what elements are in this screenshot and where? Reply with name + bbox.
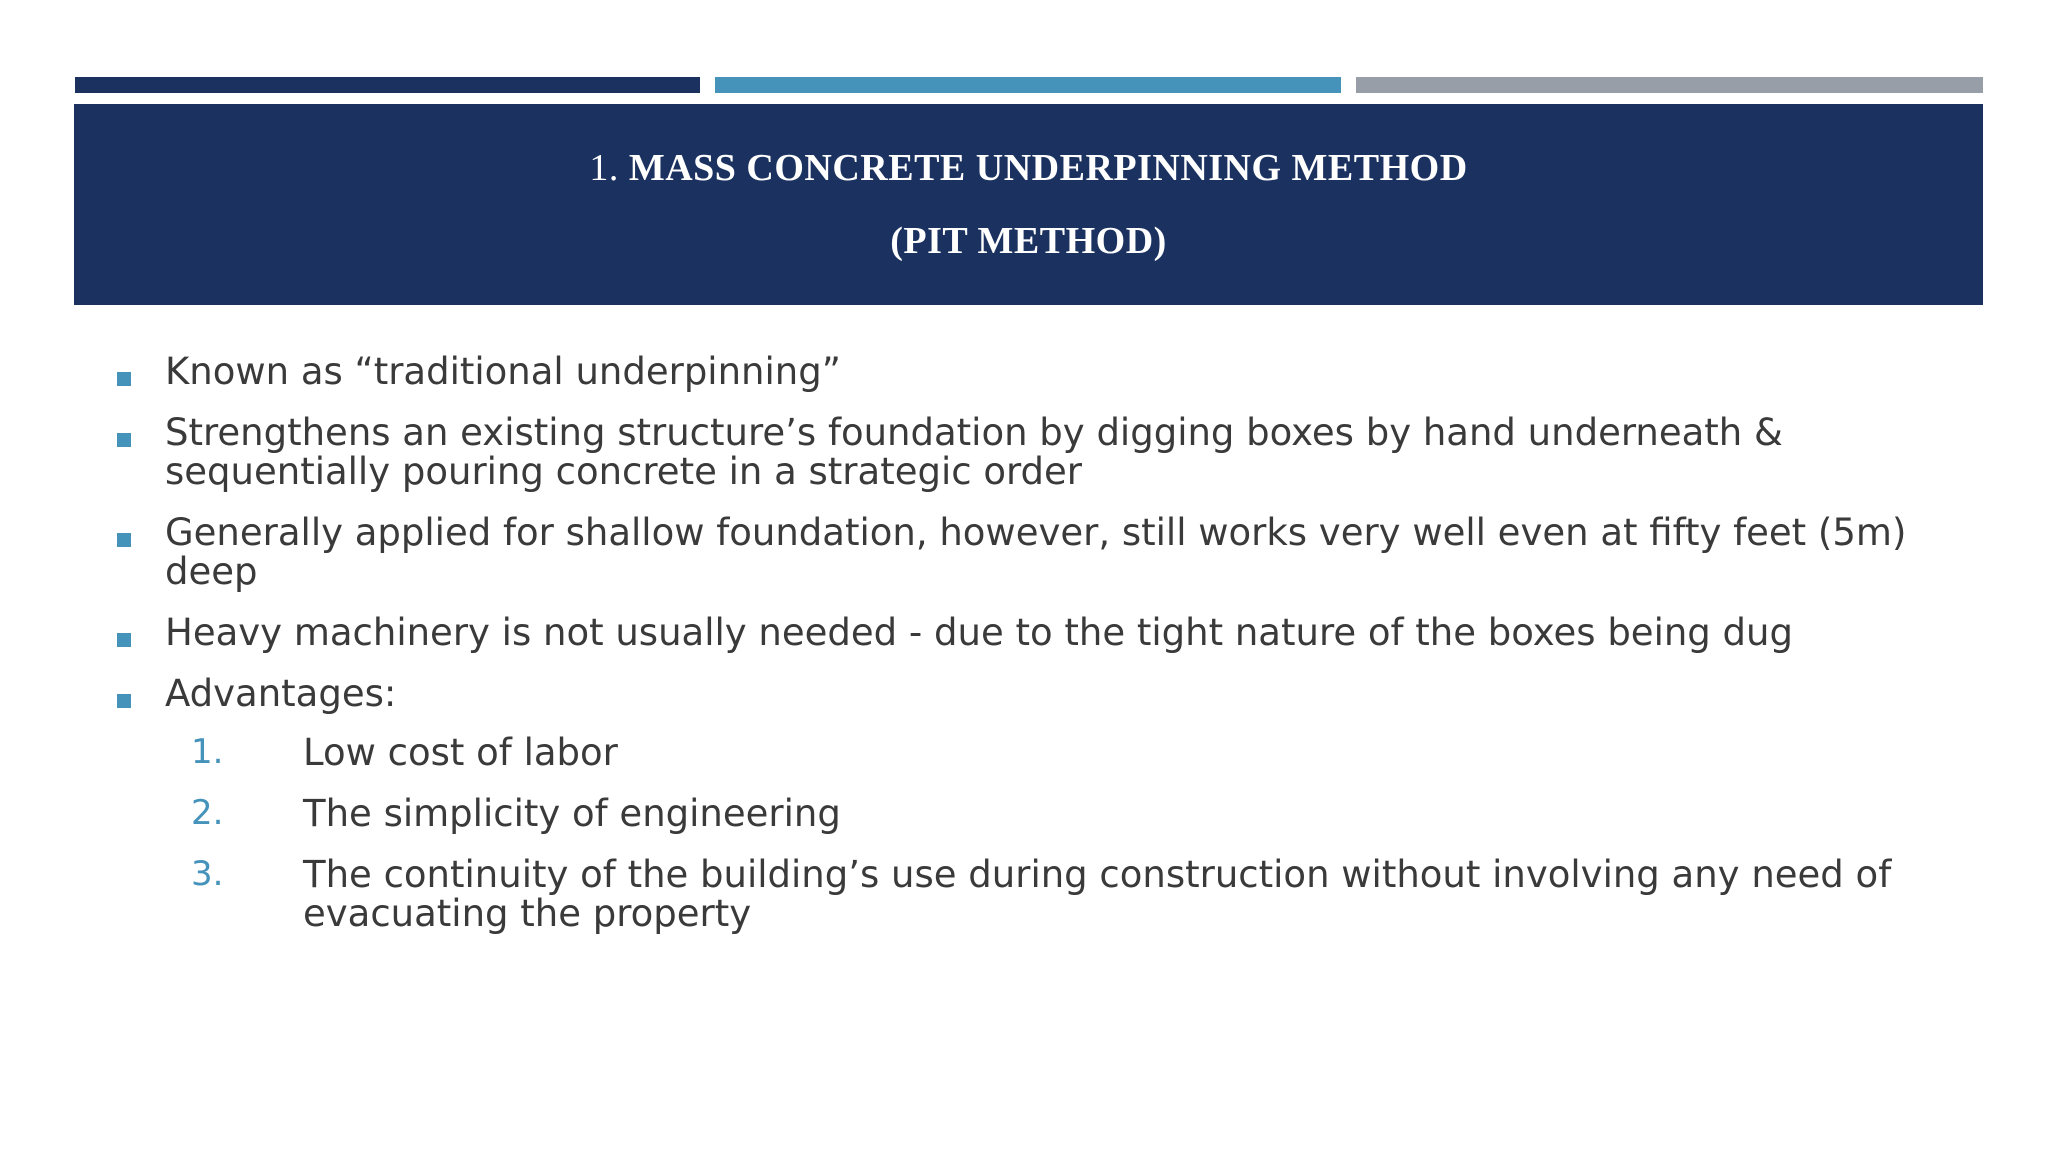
accent-bar-gray <box>1356 77 1983 93</box>
bullet-text: Advantages: <box>165 672 397 715</box>
bullet-text: Strengthens an existing structure’s foundation by digging boxes by hand underneath & sequentially pouring concrete in a strategic order <box>165 411 1783 493</box>
square-bullet-icon <box>117 372 131 386</box>
square-bullet-icon <box>117 633 131 647</box>
advantage-number: 1. <box>191 732 224 772</box>
accent-bar-dark <box>75 77 700 93</box>
bullet-item <box>113 352 1993 391</box>
advantage-number: 2. <box>191 793 224 833</box>
content-body <box>113 352 1993 955</box>
square-bullet-icon <box>117 433 131 447</box>
slide-title <box>589 132 1467 205</box>
advantage-number: 3. <box>191 854 224 894</box>
accent-bar-blue <box>715 77 1341 93</box>
bullet-item-advantages <box>113 674 1993 713</box>
square-bullet-icon <box>117 694 131 708</box>
advantage-item <box>191 855 1993 933</box>
advantage-text: The simplicity of engineering <box>303 792 841 835</box>
title-number: 1. <box>589 146 619 189</box>
bullet-text: Known as “traditional underpinning” <box>165 350 841 393</box>
bullet-list <box>113 352 1993 713</box>
advantages-list <box>191 733 1993 933</box>
title-band <box>74 104 1983 305</box>
slide-subtitle: (PIT METHOD) <box>890 219 1167 262</box>
bullet-item <box>113 513 1993 591</box>
bullet-text: Heavy machinery is not usually needed - due to the tight nature of the boxes being dug <box>165 611 1793 654</box>
square-bullet-icon <box>117 533 131 547</box>
title-main: MASS CONCRETE UNDERPINNING METHOD <box>628 146 1468 189</box>
advantage-item <box>191 733 1993 772</box>
advantage-text: Low cost of labor <box>303 731 618 774</box>
bullet-item <box>113 613 1993 652</box>
bullet-text: Generally applied for shallow foundation, however, still works very well even at fifty feet (5m) deep <box>165 511 1907 593</box>
advantage-text: The continuity of the building’s use during construction without involving any need of evacuating the property <box>303 853 1892 935</box>
advantage-item <box>191 794 1993 833</box>
bullet-item <box>113 413 1993 491</box>
